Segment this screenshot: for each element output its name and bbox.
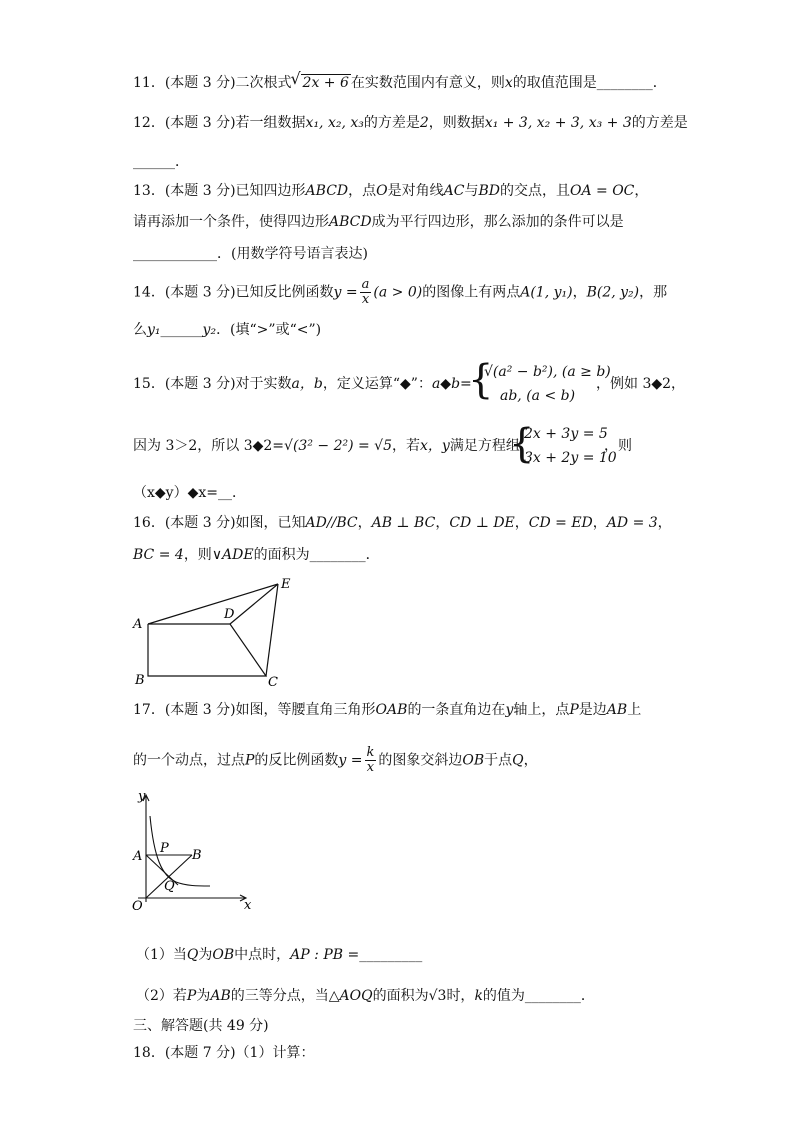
- figure-q16-diagram: [128, 572, 298, 690]
- question-14: 14．(本题 3 分)已知反比例函数y = $\frac{a}{x}$ (a > 0)的图像上有两点A(1, y₁)，B(2, y₂)，那: [133, 277, 668, 307]
- question-17-part-1: （1）当Q为OB中点时，AP : PB =_________: [136, 947, 423, 963]
- question-16: 16．(本题 3 分)如图，已知AD//BC，AB ⊥ BC，CD ⊥ DE，CD = ED，AD = 3，: [133, 515, 672, 531]
- piecewise-brace: {: [468, 357, 494, 403]
- sqrt-expression: √ 2x + 6: [301, 74, 351, 91]
- label-e: E: [281, 577, 291, 592]
- question-12: 12．(本题 3 分)若一组数据x₁, x₂, x₃的方差是2，则数据x₁ + 3, x₂ + 3, x₃ + 3的方差是: [133, 115, 688, 131]
- label-x: x: [244, 898, 252, 913]
- segment-abcd: [148, 624, 266, 676]
- segment-de: [230, 584, 278, 624]
- label-y: y: [138, 789, 146, 804]
- question-11: 11．(本题 3 分)二次根式√ 2x + 6 在实数范围内有意义，则x的取值范围是________．: [133, 73, 667, 93]
- question-15-line2: 因为 3＞2，所以 3◆2=√(3² − 2²) = √5，若x，y满足方程组: [133, 438, 520, 454]
- system-brace: {: [509, 421, 535, 467]
- question-13-line2: 请再添加一个条件，使得四边形ABCD成为平行四边形，那么添加的条件可以是: [133, 214, 624, 230]
- figure-q17-diagram: [128, 788, 258, 914]
- fraction-a-over-x: $\frac{a}{x}$: [361, 277, 370, 307]
- question-17-line2: 的一个动点，过点P的反比例函数y = $\frac{k}{x}$ 的图象交斜边OB于点Q，: [133, 745, 538, 775]
- question-17-part-2: （2）若P为AB的三等分点，当△AOQ的面积为√3时，k的值为________．: [136, 988, 595, 1004]
- question-13: 13．(本题 3 分)已知四边形ABCD，点O是对角线AC与BD的交点，且OA = OC，: [133, 183, 649, 199]
- label-c: C: [268, 675, 278, 690]
- question-18: 18．(本题 7 分)（1）计算：: [133, 1045, 315, 1061]
- question-15-line2-tail: ，则: [604, 438, 632, 454]
- question-15: 15．(本题 3 分)对于实数a，b，定义运算“◆”：a◆b=: [133, 376, 472, 392]
- question-17: 17．(本题 3 分)如图，等腰直角三角形OAB的一条直角边在y轴上，点P是边AB上: [133, 702, 642, 718]
- question-14-line2: 么y₁______y₂．(填“>”或“<”): [133, 322, 322, 338]
- question-15-line3: （x◆y）◆x=__．: [133, 485, 246, 501]
- question-12-answer-blank: ______．: [133, 154, 189, 170]
- label-q: Q: [164, 879, 175, 894]
- label-d: D: [224, 607, 235, 622]
- fraction-k-over-x: $\frac{k}{x}$: [366, 745, 375, 775]
- piecewise-case-2: ab, (a < b): [500, 388, 576, 404]
- label-o: O: [132, 899, 143, 914]
- label-b: B: [135, 673, 145, 688]
- system-eq-1: 2x + 3y = 5: [524, 426, 608, 442]
- system-eq-2: 3x + 2y = 10: [524, 450, 617, 466]
- segment-ce: [266, 584, 278, 676]
- question-16-line2: BC = 4，则∨ADE的面积为________．: [133, 547, 380, 563]
- label-p: P: [160, 841, 169, 856]
- label-b: B: [192, 848, 202, 863]
- section-heading: 三、解答题(共 49 分): [133, 1018, 269, 1034]
- piecewise-case-1: √(a² − b²), (a ≥ b): [484, 364, 611, 380]
- label-a: A: [133, 617, 143, 632]
- label-a: A: [133, 849, 143, 864]
- question-13-line3: ____________．(用数学符号语言表达): [133, 246, 368, 262]
- question-15-example-tail: ，例如 3◆2，: [596, 376, 686, 392]
- segment-ae: [148, 584, 278, 624]
